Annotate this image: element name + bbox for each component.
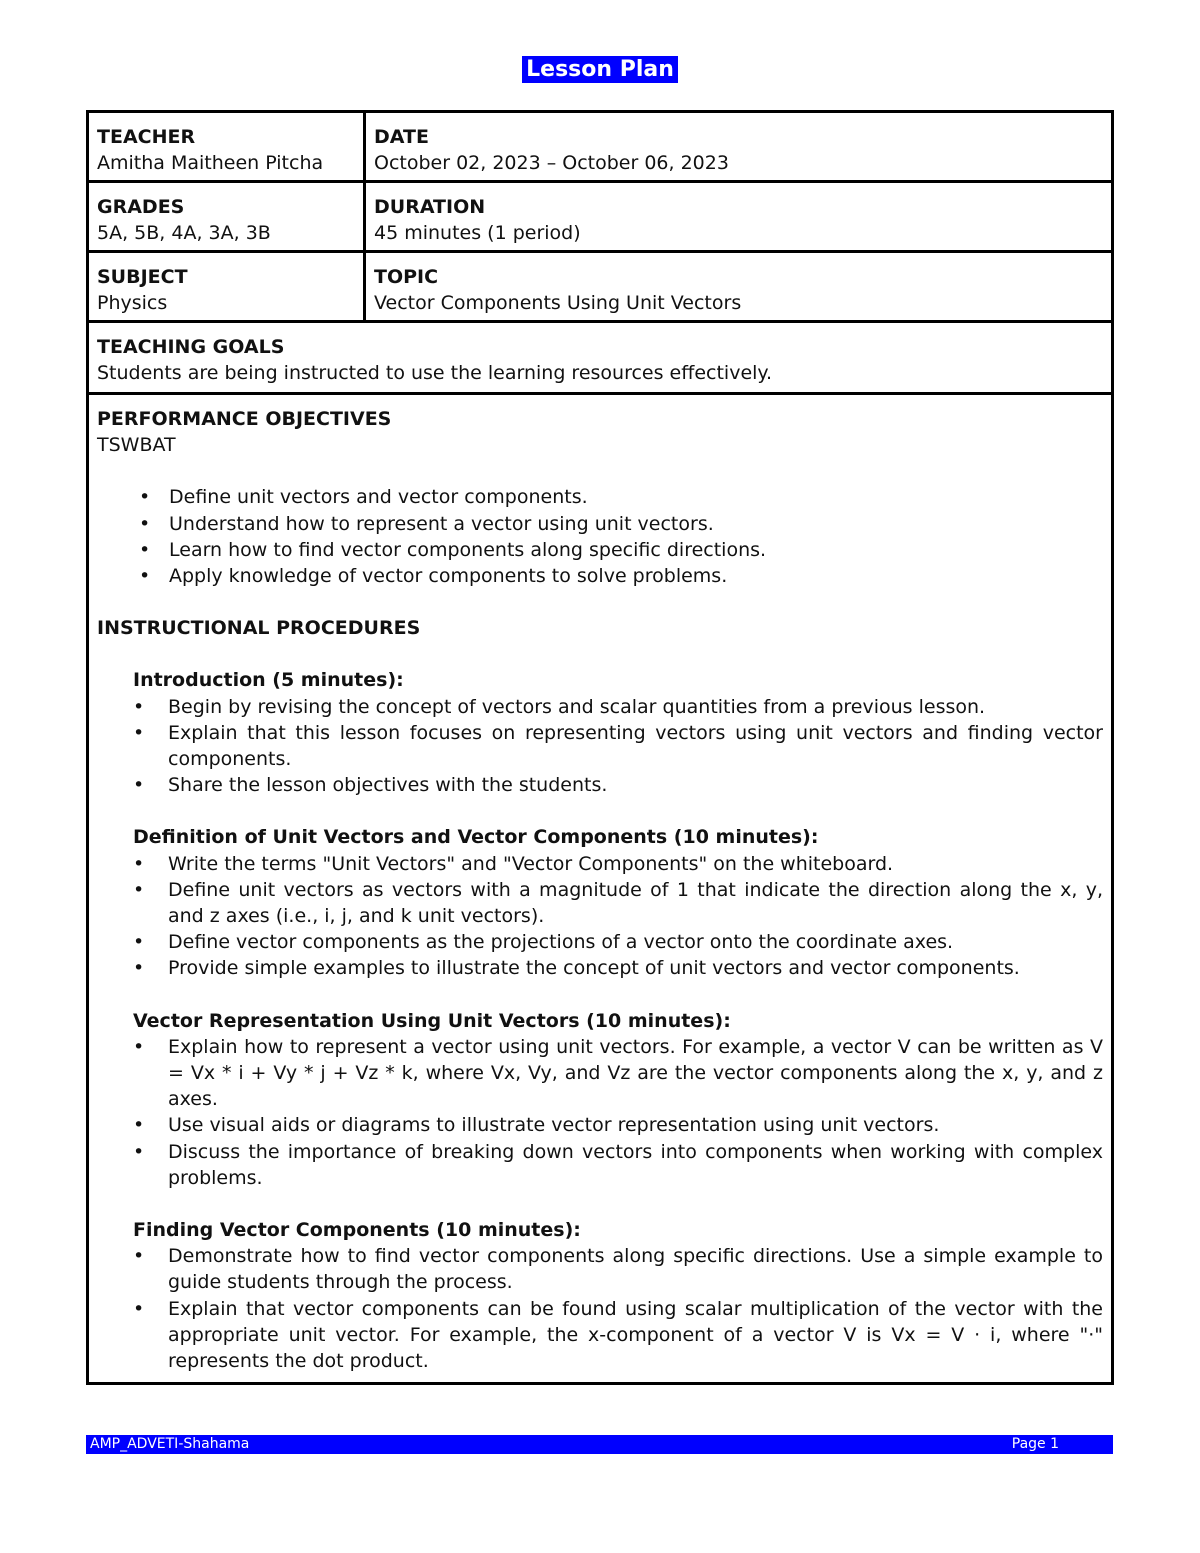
row-subject-topic xyxy=(89,253,1111,323)
grades-cell xyxy=(89,183,366,250)
page-title-text: Lesson Plan xyxy=(522,56,678,83)
list-item: • Write the terms "Unit Vectors" and "Vector Components" on the whiteboard. xyxy=(168,851,1103,877)
section-list xyxy=(133,694,1103,799)
procedures-label: INSTRUCTIONAL PROCEDURES xyxy=(97,617,421,640)
goals-value: Students are being instructed to use the learning resources effectively. xyxy=(97,362,772,384)
topic-label: TOPIC xyxy=(374,266,439,288)
objectives-label: PERFORMANCE OBJECTIVES xyxy=(97,408,392,430)
row-teaching-goals xyxy=(89,323,1111,395)
subject-label: SUBJECT xyxy=(97,266,188,288)
subject-value: Physics xyxy=(97,292,168,314)
procedure-section-representation xyxy=(133,1008,1103,1191)
list-item: • Share the lesson objectives with the students. xyxy=(168,772,1103,798)
duration-label: DURATION xyxy=(374,196,486,218)
date-value: October 02, 2023 – October 06, 2023 xyxy=(374,152,729,174)
row-main-content xyxy=(89,395,1111,1382)
list-item: • Understand how to represent a vector using unit vectors. xyxy=(169,511,1103,537)
teacher-cell xyxy=(89,113,366,180)
teacher-value: Amitha Maitheen Pitcha xyxy=(97,152,324,174)
goals-label: TEACHING GOALS xyxy=(97,336,285,358)
section-title: Vector Representation Using Unit Vectors (10 minutes): xyxy=(133,1009,731,1032)
page-footer xyxy=(86,1435,1113,1454)
procedure-section-finding xyxy=(133,1217,1103,1374)
list-item: • Begin by revising the concept of vectors and scalar quantities from a previous lesson. xyxy=(168,694,1103,720)
grades-label: GRADES xyxy=(97,196,185,218)
section-list xyxy=(133,851,1103,982)
section-title: Finding Vector Components (10 minutes): xyxy=(133,1219,581,1242)
date-cell xyxy=(366,113,1111,180)
objectives-list xyxy=(97,484,1103,589)
list-item: • Define vector components as the projections of a vector onto the coordinate axes. xyxy=(168,929,1103,955)
footer-left-text: AMP_ADVETI-Shahama xyxy=(90,1436,250,1452)
list-item: • Discuss the importance of breaking down vectors into components when working with complex problems. xyxy=(168,1139,1103,1191)
list-item: • Explain that this lesson focuses on representing vectors using unit vectors and finding vector components. xyxy=(168,720,1103,772)
duration-value: 45 minutes (1 period) xyxy=(374,222,581,244)
row-teacher-date xyxy=(89,113,1111,183)
main-content-cell xyxy=(89,395,1111,1382)
grades-value: 5A, 5B, 4A, 3A, 3B xyxy=(97,222,271,244)
topic-cell xyxy=(366,253,1111,320)
list-item: • Apply knowledge of vector components to solve problems. xyxy=(169,563,1103,589)
list-item: • Demonstrate how to find vector components along specific directions. Use a simple example to guide students through the process. xyxy=(168,1243,1103,1295)
topic-value: Vector Components Using Unit Vectors xyxy=(374,292,742,314)
row-grades-duration xyxy=(89,183,1111,253)
list-item: • Define unit vectors as vectors with a magnitude of 1 that indicate the direction along the x, y, and z axes (i.e., i, j, and k unit vectors). xyxy=(168,877,1103,929)
section-title: Introduction (5 minutes): xyxy=(133,669,404,692)
goals-cell xyxy=(89,323,1111,392)
section-title: Definition of Unit Vectors and Vector Components (10 minutes): xyxy=(133,826,819,849)
procedure-section-introduction xyxy=(133,667,1103,798)
section-list xyxy=(133,1243,1103,1374)
objectives-intro: TSWBAT xyxy=(97,434,176,457)
section-list xyxy=(133,1034,1103,1191)
list-item: • Use visual aids or diagrams to illustrate vector representation using unit vectors. xyxy=(168,1112,1103,1138)
list-item: • Learn how to find vector components along specific directions. xyxy=(169,537,1103,563)
procedure-section-definition xyxy=(133,824,1103,981)
page-title xyxy=(0,56,1200,84)
date-label: DATE xyxy=(374,126,429,148)
lesson-plan-table xyxy=(86,110,1114,1385)
list-item: • Provide simple examples to illustrate the concept of unit vectors and vector components. xyxy=(168,955,1103,981)
teacher-label: TEACHER xyxy=(97,126,196,148)
list-item: • Explain that vector components can be found using scalar multiplication of the vector with the appropriate unit vector. For example, the x-component of a vector V is Vx = V · i, where "·" represents the dot product. xyxy=(168,1296,1103,1375)
list-item: • Explain how to represent a vector using unit vectors. For example, a vector V can be written as V = Vx * i + Vy * j + Vz * k, where Vx, Vy, and Vz are the vector components along the x, y, and z axes. xyxy=(168,1034,1103,1113)
subject-cell xyxy=(89,253,366,320)
duration-cell xyxy=(366,183,1111,250)
list-item: • Define unit vectors and vector components. xyxy=(169,484,1103,510)
footer-page-number: Page 1 xyxy=(1011,1436,1059,1452)
